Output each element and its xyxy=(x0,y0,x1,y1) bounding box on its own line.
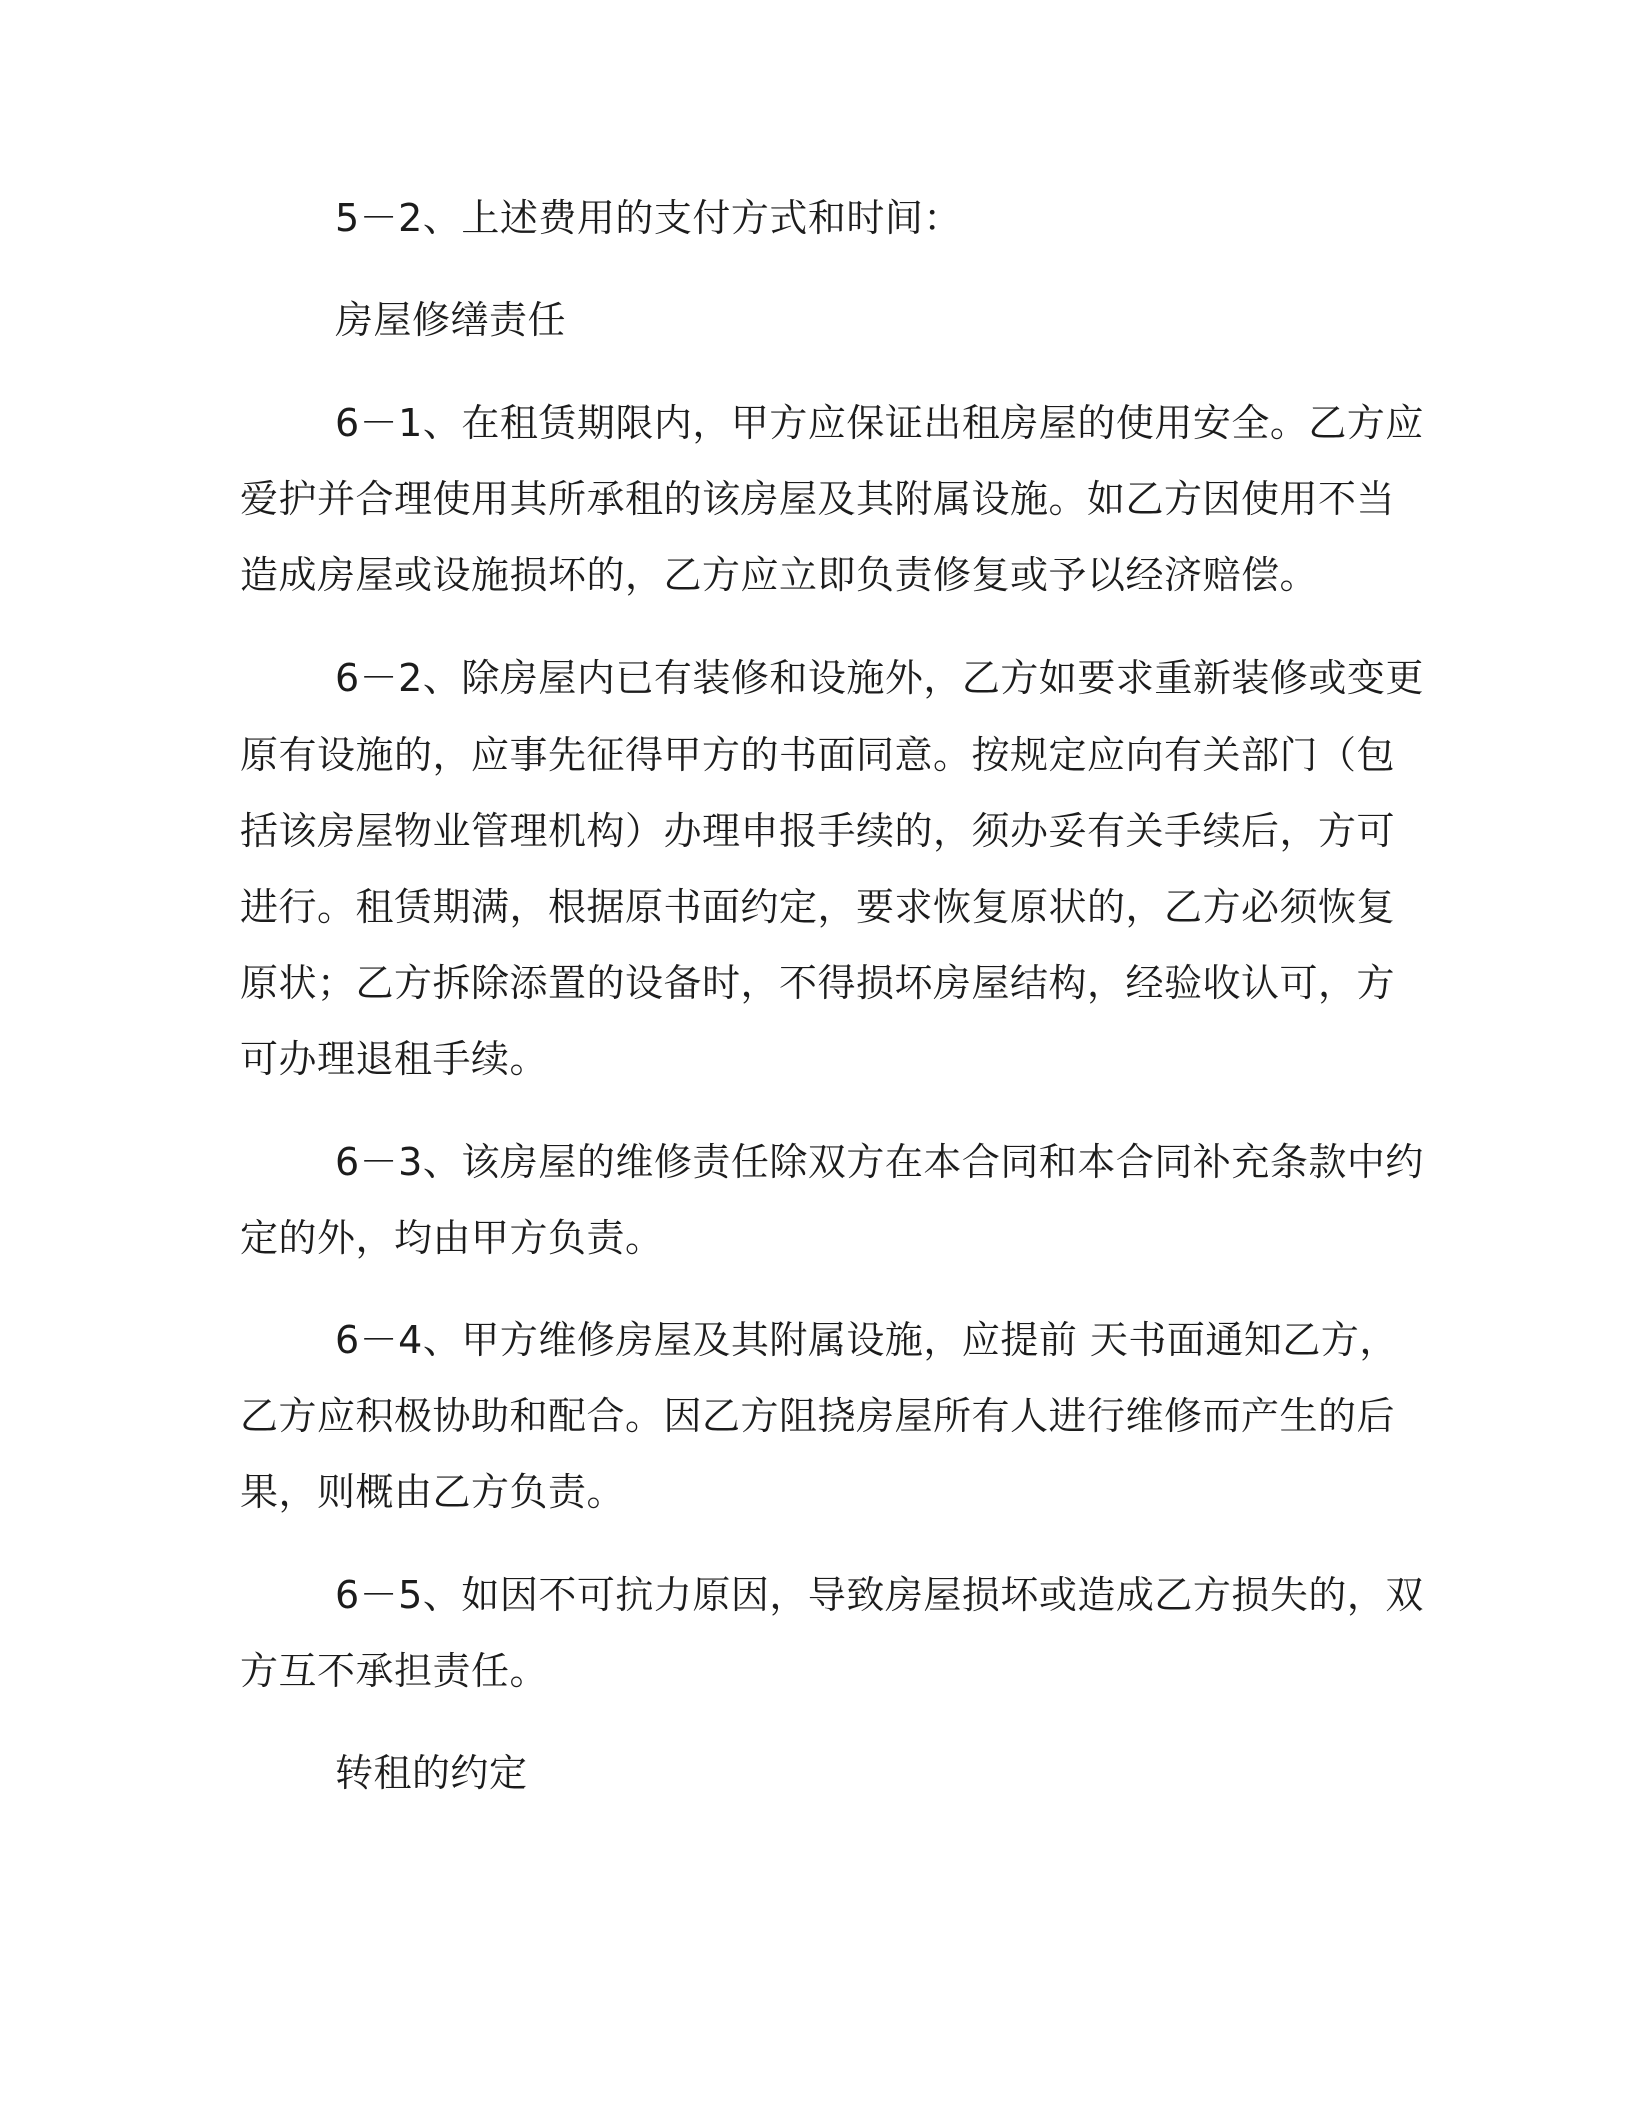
clause-5-2-heading: 5－2、上述费用的支付方式和时间： xyxy=(335,196,962,240)
clause-6-1-line-3: 造成房屋或设施损坏的，乙方应立即负责修复或予以经济赔偿。 xyxy=(240,553,1319,597)
clause-6-5-line-2: 方互不承担责任。 xyxy=(240,1649,549,1693)
clause-6-1-line-1: 6－1、在租赁期限内，甲方应保证出租房屋的使用安全。乙方应 xyxy=(335,401,1424,445)
clause-6-4-line-2: 乙方应积极协助和配合。因乙方阻挠房屋所有人进行维修而产生的后 xyxy=(240,1394,1396,1438)
clause-6-3-line-1: 6－3、该房屋的维修责任除双方在本合同和本合同补充条款中约 xyxy=(335,1140,1424,1184)
clause-6-2-line-4: 进行。租赁期满，根据原书面约定，要求恢复原状的，乙方必须恢复 xyxy=(240,885,1396,929)
clause-6-4-line-3: 果，则概由乙方负责。 xyxy=(240,1470,626,1514)
clause-6-2-line-2: 原有设施的，应事先征得甲方的书面同意。按规定应向有关部门（包 xyxy=(240,733,1396,777)
clause-6-2-line-1: 6－2、除房屋内已有装修和设施外，乙方如要求重新装修或变更 xyxy=(335,656,1424,700)
clause-6-1-line-2: 爱护并合理使用其所承租的该房屋及其附属设施。如乙方因使用不当 xyxy=(240,477,1396,521)
clause-6-4-line-1: 6－4、甲方维修房屋及其附属设施，应提前 天书面通知乙方， xyxy=(335,1318,1398,1362)
clause-6-2-line-6: 可办理退租手续。 xyxy=(240,1037,549,1081)
clause-6-5-line-1: 6－5、如因不可抗力原因，导致房屋损坏或造成乙方损失的，双 xyxy=(335,1573,1424,1617)
clause-6-2-line-5: 原状；乙方拆除添置的设备时，不得损坏房屋结构，经验收认可，方 xyxy=(240,961,1396,1005)
clause-6-3-line-2: 定的外，均由甲方负责。 xyxy=(240,1216,664,1260)
section-heading-sublease: 转租的约定 xyxy=(335,1751,528,1795)
section-heading-repair: 房屋修缮责任 xyxy=(335,298,567,342)
clause-6-2-line-3: 括该房屋物业管理机构）办理申报手续的，须办妥有关手续后，方可 xyxy=(240,809,1396,853)
